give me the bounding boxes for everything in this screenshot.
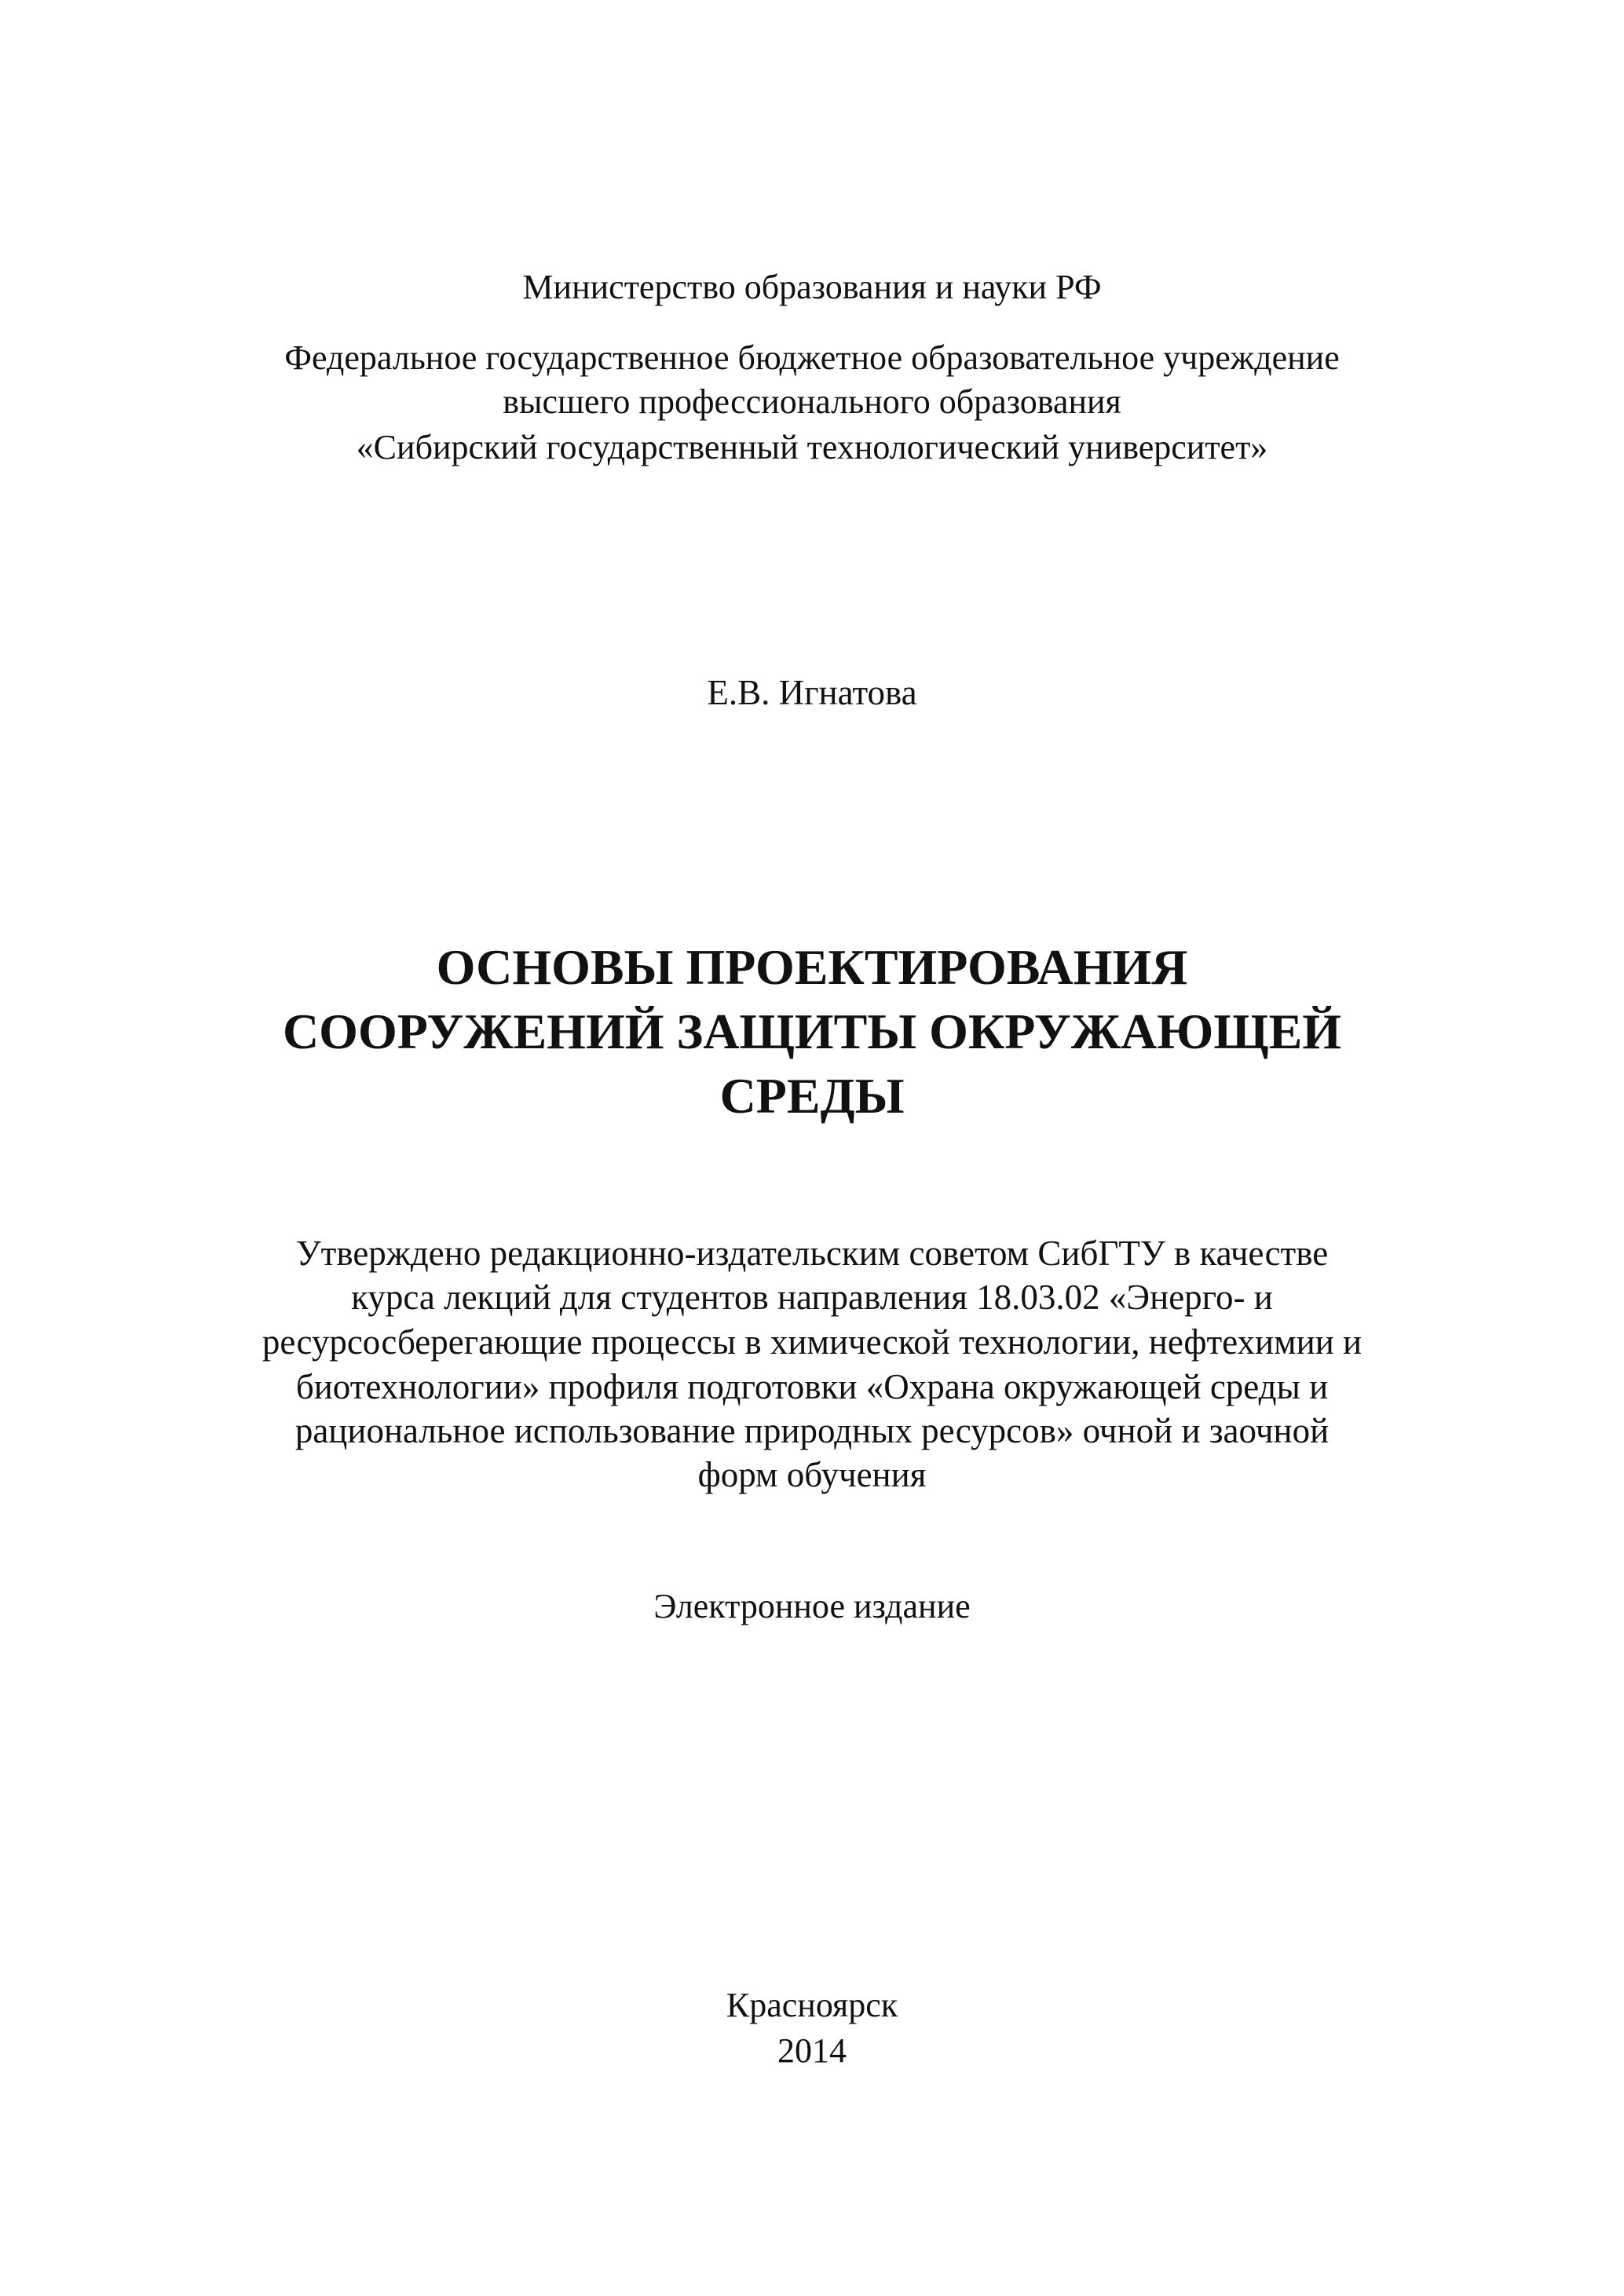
book-title-line: ОСНОВЫ ПРОЕКТИРОВАНИЯ xyxy=(436,939,1188,995)
approval-note-line: ресурсосберегающие процессы в химической технологии, нефтехимии и xyxy=(262,1322,1362,1362)
approval-note-line: форм обучения xyxy=(697,1455,927,1494)
edition-type: Электронное издание xyxy=(653,1587,971,1625)
publication-city: Красноярск xyxy=(726,1986,898,2024)
institution-line: Федеральное государственное бюджетное образовательное учреждение xyxy=(284,338,1340,377)
approval-note-line: биотехнологии» профиля подготовки «Охрана окружающей среды и xyxy=(295,1367,1329,1406)
institution-line: «Сибирский государственный технологический университет» xyxy=(356,428,1268,466)
approval-note-line: рациональное использование природных ресурсов» очной и заочной xyxy=(294,1411,1330,1450)
approval-note-line: Утверждено редакционно-издательским советом СибГТУ в качестве xyxy=(295,1234,1329,1273)
approval-note-line: курса лекций для студентов направления 18.03.02 «Энерго- и xyxy=(351,1278,1273,1317)
ministry-name: Министерство образования и науки РФ xyxy=(522,268,1102,306)
author-name: Е.В. Игнатова xyxy=(707,673,917,712)
book-title-line: СООРУЖЕНИЙ ЗАЩИТЫ ОКРУЖАЮЩЕЙ xyxy=(282,1004,1342,1059)
book-title-line: СРЕДЫ xyxy=(719,1068,905,1124)
publication-year: 2014 xyxy=(777,2031,847,2070)
institution-line: высшего профессионального образования xyxy=(503,382,1121,421)
